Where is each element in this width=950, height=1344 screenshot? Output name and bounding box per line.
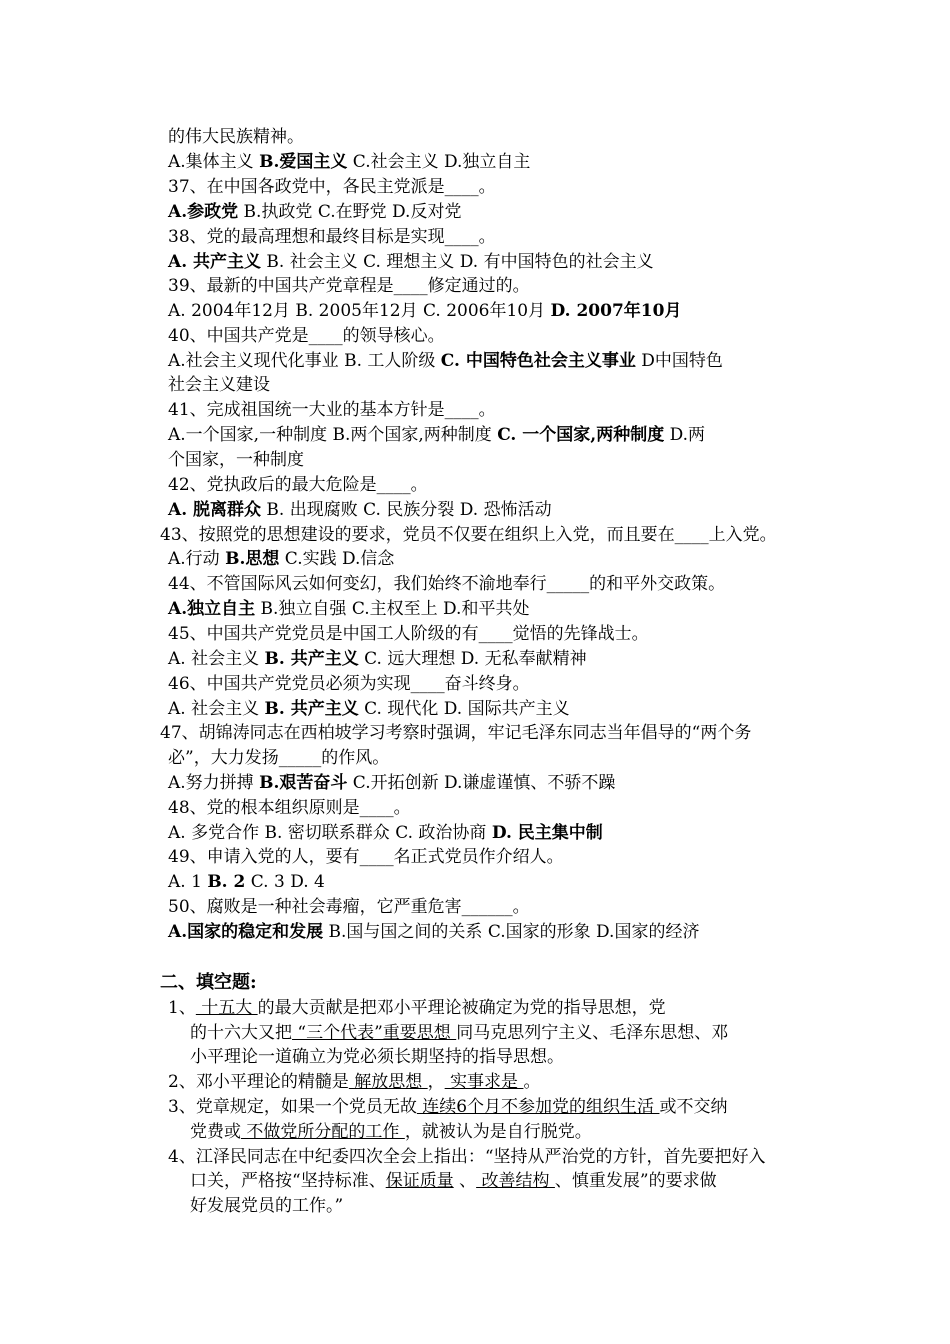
question-41	[168, 399, 496, 421]
filled-answer: 改善结构	[476, 1171, 555, 1191]
option-text: A. 社会主义	[168, 649, 265, 669]
question-39	[168, 275, 530, 297]
section-title	[160, 972, 257, 994]
answer-options	[168, 151, 530, 173]
fill-question-3	[168, 1096, 727, 1118]
answer-options	[168, 822, 603, 844]
answer-options	[168, 698, 570, 720]
text-line	[168, 126, 304, 148]
option-text: A.社会主义现代化事业 B. 工人阶级	[168, 351, 441, 371]
question-number: 3、	[168, 1097, 196, 1117]
text-line	[190, 1170, 717, 1192]
question-text: 小平理论一道确立为党必须长期坚持的指导思想。	[190, 1047, 564, 1067]
answer-options	[168, 548, 394, 570]
correct-answer: C. 中国特色社会主义事业	[440, 351, 636, 371]
question-text: ，	[427, 1072, 445, 1092]
question-number: 1、	[168, 998, 196, 1018]
option-text: C. 3 D. 4	[245, 872, 325, 892]
answer-options	[168, 201, 461, 223]
question-text: 口关，严格按“坚持标准、	[190, 1171, 386, 1191]
option-text: C. 远大理想 D. 无私奉献精神	[358, 649, 587, 669]
correct-answer: A. 脱离群众	[168, 500, 262, 520]
correct-answer: A.国家的稳定和发展	[168, 922, 324, 942]
correct-answer: A.独立自主	[168, 599, 256, 619]
option-text: B. 出现腐败 C. 民族分裂 D. 恐怖活动	[261, 500, 552, 520]
text-line	[190, 1195, 343, 1217]
option-text: A.集体主义	[168, 152, 260, 172]
question-50	[168, 896, 530, 918]
question-43	[160, 524, 777, 546]
answer-options	[168, 251, 654, 273]
option-text: C.开拓创新 D.谦虚谨慎、不骄不躁	[347, 773, 616, 793]
option-text: B.独立自强 C.主权至上 D.和平共处	[255, 599, 530, 619]
question-40	[168, 325, 445, 347]
question-text: 50、腐败是一种社会毒瘤，它严重危害______。	[168, 897, 530, 917]
option-text: A. 多党合作 B. 密切联系群众 C. 政治协商	[168, 823, 492, 843]
fill-question-2	[168, 1071, 540, 1093]
option-text: B.国与国之间的关系 C.国家的形象 D.国家的经济	[323, 922, 700, 942]
answer-options	[168, 499, 552, 521]
option-text: 社会主义建设	[168, 375, 270, 395]
question-49	[168, 846, 564, 868]
question-48	[168, 797, 411, 819]
section-title-text: 二、填空题:	[160, 972, 257, 993]
option-text: 个国家，一种制度	[168, 450, 304, 470]
option-text: D.两	[664, 425, 706, 445]
correct-answer: A. 共产主义	[168, 252, 262, 272]
filled-answer: 十五大	[195, 998, 258, 1018]
question-text: 48、党的根本组织原则是____。	[168, 798, 411, 818]
correct-answer: B.艰苦奋斗	[259, 773, 348, 793]
correct-answer: D. 民主集中制	[491, 823, 603, 843]
question-text: 、慎重发展”的要求做	[554, 1171, 717, 1191]
question-47	[160, 722, 751, 744]
correct-answer: D. 2007年10月	[550, 301, 682, 321]
correct-answer: A.参政党	[168, 202, 239, 222]
option-text: A. 1	[168, 872, 208, 892]
question-text: 或不交纳	[659, 1097, 728, 1117]
question-44	[168, 573, 725, 595]
option-text: C.社会主义 D.独立自主	[347, 152, 531, 172]
answer-options	[168, 871, 325, 893]
text-line	[168, 449, 304, 471]
correct-answer: C. 一个国家,两种制度	[497, 425, 665, 445]
question-text: 42、党执政后的最大危险是____。	[168, 475, 428, 495]
text-line	[190, 1046, 564, 1068]
option-text: A. 2004年12月 B. 2005年12月 C. 2006年10月	[168, 301, 551, 321]
option-text: C.实践 D.信念	[279, 549, 395, 569]
question-38	[168, 226, 496, 248]
option-text: A.行动	[168, 549, 226, 569]
correct-answer: B. 共产主义	[264, 699, 359, 719]
option-text: B.执政党 C.在野党 D.反对党	[238, 202, 462, 222]
option-text: D中国特色	[635, 351, 723, 371]
question-text: 同马克思列宁主义、毛泽东思想、邓	[456, 1023, 729, 1043]
question-text: 的最大贡献是把邓小平理论被确定为党的指导思想，党	[257, 998, 666, 1018]
question-text: 49、申请入党的人，要有____名正式党员作介绍人。	[168, 847, 564, 867]
question-text: 必”，大力发扬_____的作风。	[168, 748, 390, 768]
filled-answer: 不做党所分配的工作	[241, 1122, 405, 1142]
question-text: ，就被认为是自行脱党。	[404, 1122, 592, 1142]
question-text: 好发展党员的工作。”	[190, 1196, 344, 1216]
text-line	[190, 1022, 728, 1044]
fill-question-1	[168, 997, 666, 1019]
question-45	[168, 623, 649, 645]
question-text: 39、最新的中国共产党章程是____修定通过的。	[168, 276, 530, 296]
question-text: 。	[523, 1072, 541, 1092]
option-text: A. 社会主义	[168, 699, 265, 719]
answer-options	[168, 350, 723, 372]
text-line	[190, 1121, 592, 1143]
question-text: 47、胡锦涛同志在西柏坡学习考察时强调，牢记毛泽东同志当年倡导的“两个务	[160, 723, 752, 743]
question-text: 44、不管国际风云如何变幻，我们始终不渝地奉行_____的和平外交政策。	[168, 574, 726, 594]
option-text: A.努力拼搏	[168, 773, 260, 793]
question-text: 邓小平理论的精髓是	[195, 1072, 349, 1092]
option-text: A.一个国家,一种制度 B.两个国家,两种制度	[168, 425, 498, 445]
question-text: 41、完成祖国统一大业的基本方针是____。	[168, 400, 496, 420]
answer-options	[168, 772, 615, 794]
answer-options	[168, 598, 529, 620]
filled-answer: 实事求是	[444, 1072, 524, 1092]
question-text: 45、中国共产党党员是中国工人阶级的有____觉悟的先锋战士。	[168, 624, 649, 644]
filled-answer: “三个代表”重要思想	[292, 1023, 457, 1043]
correct-answer: B.爱国主义	[259, 152, 348, 172]
question-text: 党费或	[190, 1122, 241, 1142]
text-line	[168, 374, 270, 396]
answer-options	[168, 921, 699, 943]
question-text: 、	[453, 1171, 477, 1191]
question-text: 江泽民同志在中纪委四次全会上指出：“坚持从严治党的方针，首先要把好入	[195, 1147, 766, 1167]
answer-options	[168, 424, 705, 446]
correct-answer: B.思想	[225, 549, 280, 569]
question-text: 党章规定，如果一个党员无故	[195, 1097, 417, 1117]
filled-answer: 解放思想	[348, 1072, 428, 1092]
question-46	[168, 673, 530, 695]
option-text: C. 现代化 D. 国际共产主义	[358, 699, 570, 719]
filled-answer: 连续6个月不参加党的组织生活	[416, 1097, 660, 1117]
fill-question-4	[168, 1146, 766, 1168]
question-number: 2、	[168, 1072, 196, 1092]
answer-options	[168, 648, 587, 670]
option-text: B. 社会主义 C. 理想主义 D. 有中国特色的社会主义	[261, 252, 654, 272]
question-text: 37、在中国各政党中，各民主党派是____。	[168, 177, 496, 197]
text-line	[168, 747, 389, 769]
correct-answer: B. 共产主义	[264, 649, 359, 669]
question-text: 的十六大又把	[190, 1023, 292, 1043]
line-text: 的伟大民族精神。	[168, 127, 304, 147]
question-text: 40、中国共产党是____的领导核心。	[168, 326, 445, 346]
question-42	[168, 474, 428, 496]
question-text: 46、中国共产党党员必须为实现____奋斗终身。	[168, 674, 530, 694]
question-number: 4、	[168, 1147, 196, 1167]
question-37	[168, 176, 496, 198]
correct-answer: B. 2	[207, 872, 246, 892]
answer-options	[168, 300, 681, 322]
question-text: 38、党的最高理想和最终目标是实现____。	[168, 227, 496, 247]
question-text: 43、按照党的思想建设的要求，党员不仅要在组织上入党，而且要在____上入党。	[160, 525, 777, 545]
filled-answer: 保证质量	[385, 1171, 454, 1191]
